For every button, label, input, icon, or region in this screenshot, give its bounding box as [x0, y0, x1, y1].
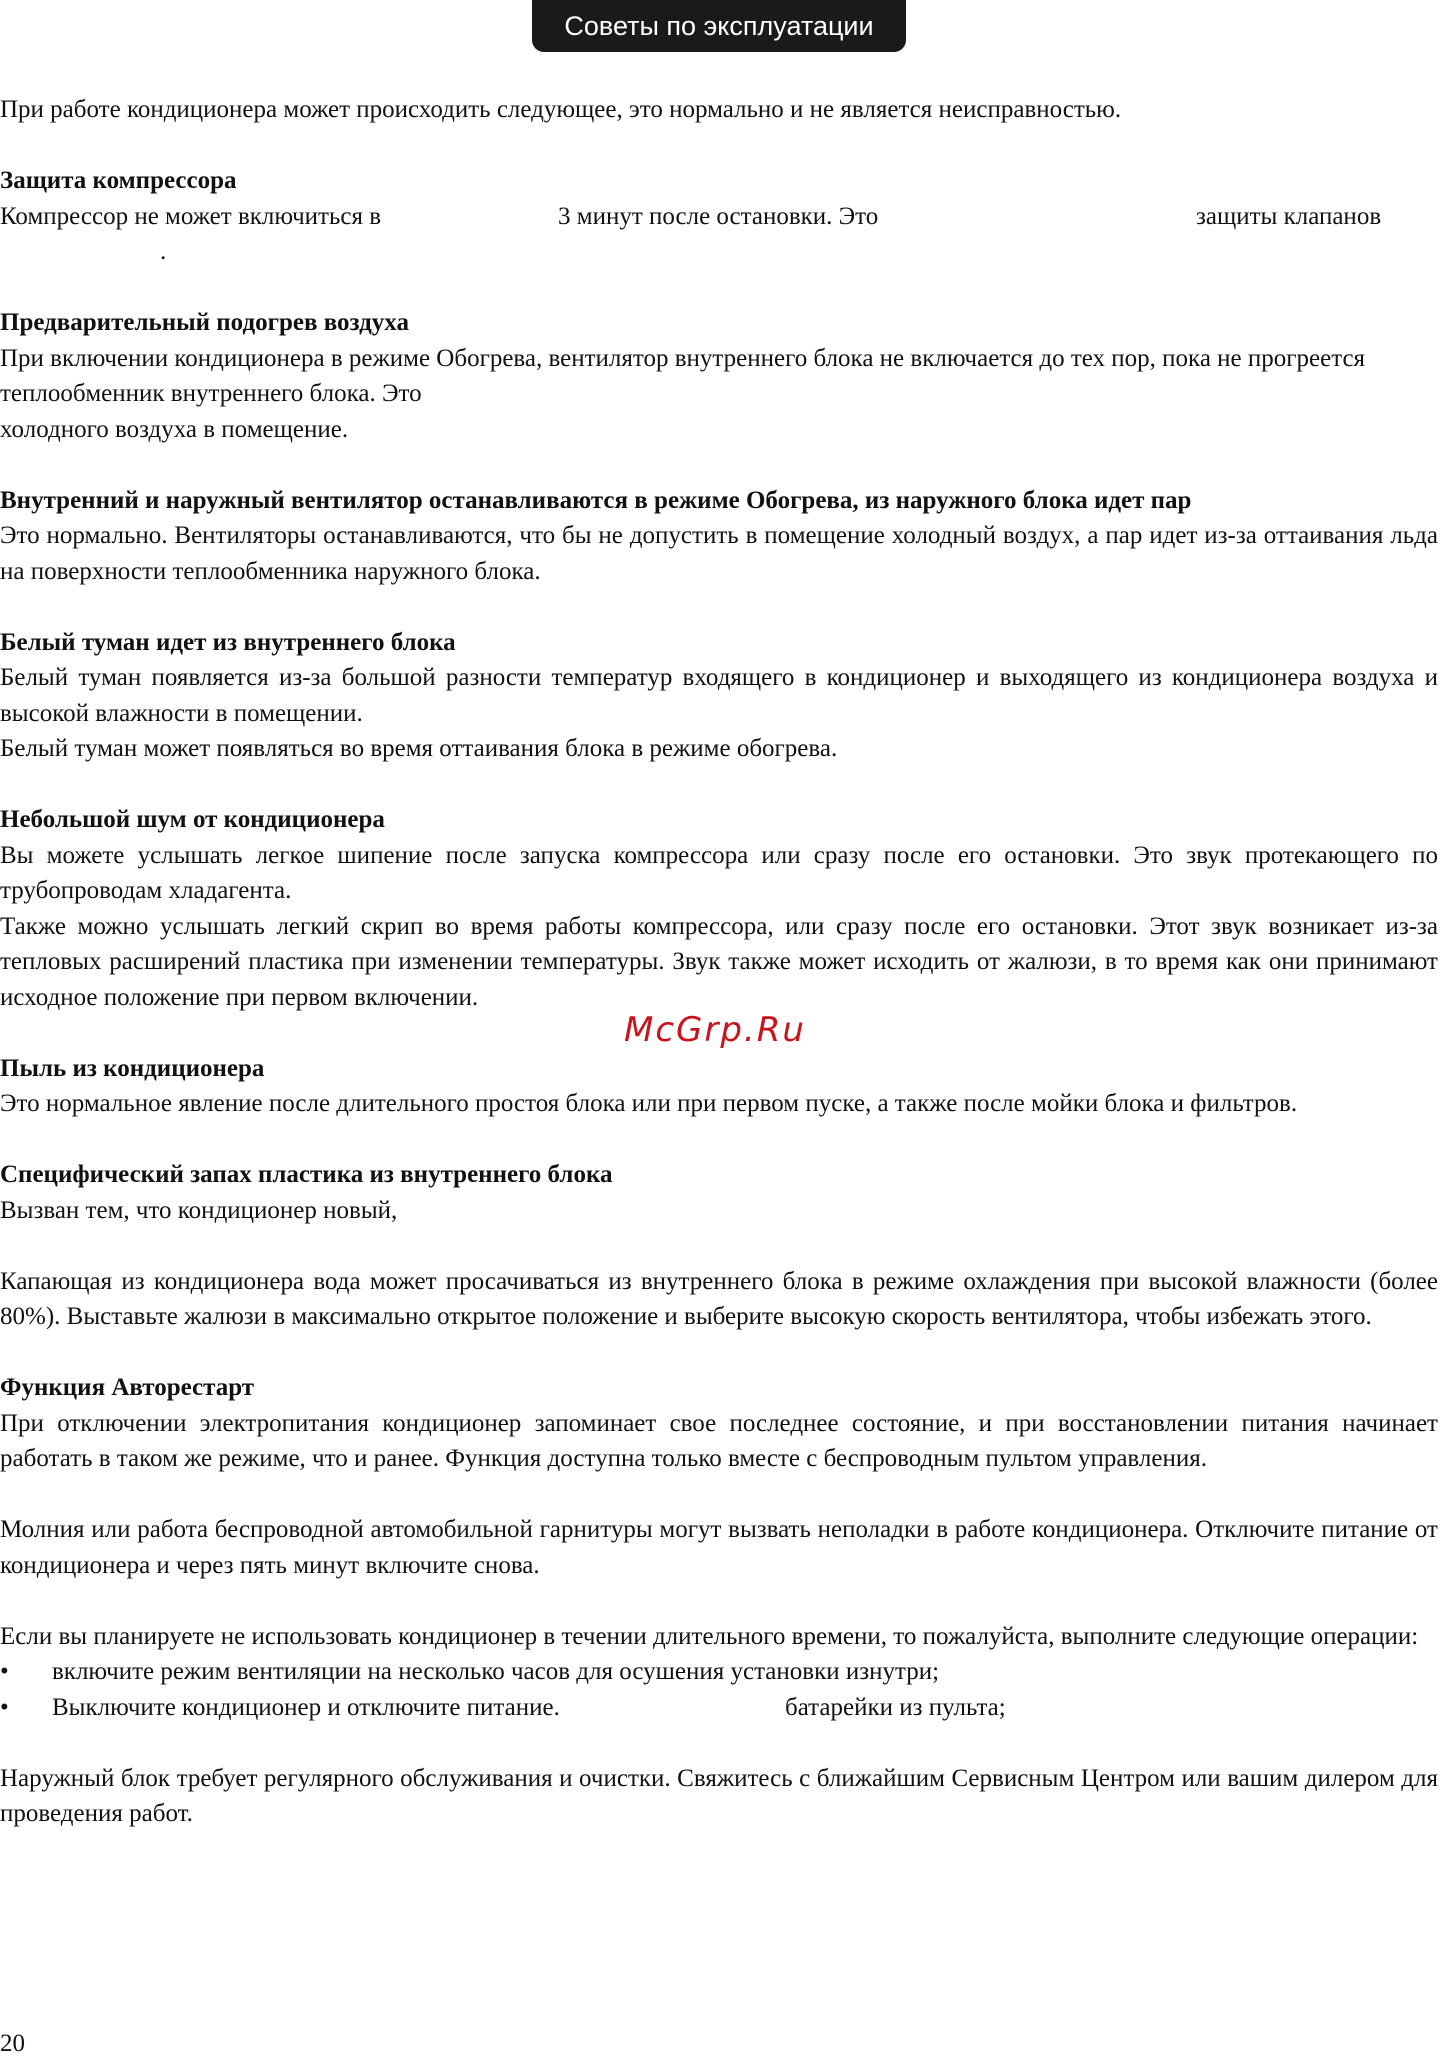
noise-heading: Небольшой шум от кондиционера	[0, 806, 385, 833]
compressor-text-c: защиты клапанов	[1196, 202, 1382, 230]
smell-section	[0, 1157, 1438, 1228]
compressor-line-2	[0, 234, 1438, 270]
smell-text: Вызван тем, что кондиционер новый,	[0, 1196, 398, 1224]
compressor-text-dot: .	[160, 238, 167, 265]
fans-stop-heading: Внутренний и наружный вентилятор останавливаются в режиме Обогрева, из наружного блока идет пар	[0, 486, 1192, 514]
white-fog-section	[0, 625, 1438, 767]
noise-text-2: Также можно услышать легкий скрип во время работы компрессора, или сразу после его остановки. Этот звук возникает из-за тепловых расширений пластика при изменении температуры. Звук также может исходить от жалюзи, в то время как они принимают исходное положение при первом включении.	[0, 912, 1438, 1011]
compressor-heading: Защита компрессора	[0, 167, 237, 194]
compressor-text-a: Компрессор не может включиться в	[0, 202, 382, 230]
lightning-section	[0, 1512, 1438, 1583]
dripping-text: Капающая из кондиционера вода может просачиваться из внутреннего блока в режиме охлаждения при высокой влажности (более 80%). Выставьте жалюзи в максимально открытое положение и выберите высокую скорость вентилятора, чтобы избежать этого.	[0, 1267, 1438, 1330]
bullet-icon: •	[0, 1693, 9, 1721]
intro-block	[0, 92, 1438, 128]
intro-text: При работе кондиционера может происходить следующее, это нормально и не является неисправностью.	[0, 96, 1122, 123]
bullet-1-text: включите режим вентиляции на несколько часов для осушения установки изнутри;	[52, 1658, 940, 1685]
dust-text: Это нормальное явление после длительного простоя блока или при первом пуске, а также после мойки блока и фильтров.	[0, 1090, 1298, 1117]
white-fog-heading: Белый туман идет из внутреннего блока	[0, 628, 456, 656]
dripping-section	[0, 1264, 1438, 1335]
long-idle-text: Если вы планируете не использовать кондиционер в течении длительного времени, то пожалуйста, выполните следующие операции:	[0, 1622, 1419, 1650]
preheat-text-2: холодного воздуха в помещение.	[0, 415, 349, 443]
bullet-2-text-a: Выключите кондиционер и отключите питание.	[52, 1693, 560, 1721]
page-number: 20	[0, 2030, 25, 2057]
bullet-icon: •	[0, 1658, 9, 1685]
dust-heading: Пыль из кондиционера	[0, 1054, 265, 1082]
outdoor-section	[0, 1761, 1438, 1832]
autorestart-heading: Функция Авторестарт	[0, 1374, 255, 1401]
compressor-text-b: 3 минут после остановки. Это	[558, 202, 879, 230]
preheat-text-1: При включении кондиционера в режиме Обогрева, вентилятор внутреннего блока не включается до тех пор, пока не прогреется теплообменник внутреннего блока. Это	[0, 344, 1366, 407]
autorestart-text: При отключении электропитания кондиционер запоминает свое последнее состояние, и при восстановлении питания начинает работать в таком же режиме, что и ранее. Функция доступна только вместе с беспроводным пультом управления.	[0, 1409, 1438, 1472]
smell-heading: Специфический запах пластика из внутреннего блока	[0, 1161, 613, 1188]
dust-section	[0, 1051, 1438, 1122]
long-idle-section	[0, 1619, 1438, 1726]
preheat-heading: Предварительный подогрев воздуха	[0, 309, 409, 336]
compressor-line-1	[0, 199, 1438, 235]
fans-stop-text: Это нормально. Вентиляторы останавливаются, что бы не допустить в помещение холодный воздух, а пар идет из-за оттаивания льда на поверхности теплообменника наружного блока.	[0, 522, 1438, 585]
preheat-section	[0, 305, 1438, 447]
document-body	[0, 92, 1438, 1867]
watermark: McGrp.Ru	[624, 1010, 806, 1050]
section-title-badge: Советы по эксплуатации	[532, 0, 906, 52]
noise-text-1: Вы можете услышать легкое шипение после запуска компрессора или сразу после его остановки. Это звук протекающего по трубопроводам хладагента.	[0, 841, 1438, 904]
white-fog-text-2: Белый туман может появляться во время оттаивания блока в режиме обогрева.	[0, 735, 838, 762]
noise-section	[0, 802, 1438, 1015]
compressor-protection-section	[0, 163, 1438, 270]
outdoor-text: Наружный блок требует регулярного обслуживания и очистки. Свяжитесь с ближайшим Сервисным Центром или вашим дилером для проведения работ.	[0, 1764, 1438, 1827]
white-fog-text-1: Белый туман появляется из-за большой разности температур входящего в кондиционер и выходящего из кондиционера воздуха и высокой влажности в помещении.	[0, 664, 1438, 727]
fans-stop-section	[0, 483, 1438, 590]
autorestart-section	[0, 1370, 1438, 1477]
bullet-2-text-b: батарейки из пульта;	[785, 1693, 1006, 1721]
long-idle-bullet-1	[0, 1654, 1438, 1690]
long-idle-bullet-2	[0, 1690, 1438, 1726]
lightning-text: Молния или работа беспроводной автомобильной гарнитуры могут вызвать неполадки в работе кондиционера. Отключите питание от кондиционера и через пять минут включите снова.	[0, 1516, 1438, 1579]
